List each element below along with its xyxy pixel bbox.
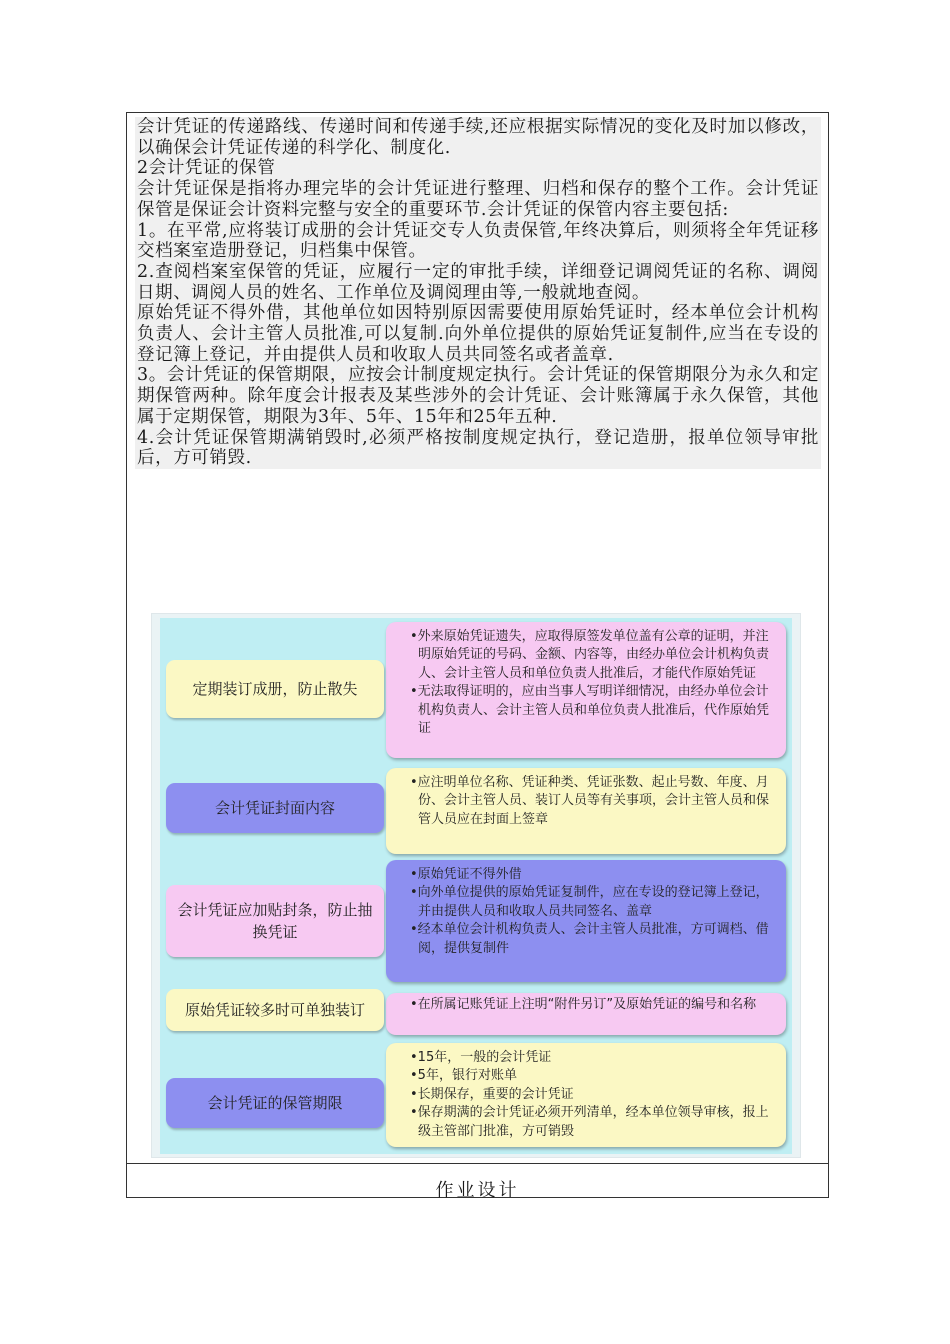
diagram-detail-box <box>386 1043 786 1147</box>
diagram-category-box: 定期装订成册，防止散失 <box>166 660 384 718</box>
paragraph: 会计凭证的传递路线、传递时间和传递手续,还应根据实际情况的变化及时加以修改，以确保会计凭证传递的科学化、制度化. <box>137 117 819 158</box>
diagram-detail-box <box>386 860 786 982</box>
voucher-storage-diagram <box>151 613 801 1158</box>
detail-bullet: •外来原始凭证遗失，应取得原签发单位盖有公章的证明，并注明原始凭证的号码、金额、内容等，由经办单位会计机构负责人、会计主管人员和单位负责人批准后，才能代作原始凭证 <box>410 629 770 681</box>
content-table-cell <box>126 112 829 1201</box>
diagram-detail-box <box>386 768 786 854</box>
detail-bullet: •15年，一般的会计凭证 <box>410 1050 552 1065</box>
diagram-background <box>160 618 792 1154</box>
paragraph: 1。在平常,应将装订成册的会计凭证交专人负责保管,年终决算后，则须将全年凭证移交档案室造册登记，归档集中保管。 <box>137 220 819 262</box>
section-heading: 2会计凭证的保管 <box>137 158 276 179</box>
section-title: 作业设计 <box>435 1180 520 1201</box>
diagram-category-box: 原始凭证较多时可单独装订 <box>166 989 384 1031</box>
diagram-category-box: 会计凭证封面内容 <box>166 783 384 833</box>
text-block <box>135 117 821 469</box>
paragraph: 原始凭证不得外借，其他单位如因特别原因需要使用原始凭证时，经本单位会计机构负责人、会计主管人员批准,可以复制.向外单位提供的原始凭证复制件,应当在专设的登记簿上登记，并由提供人员和收取人员共同签名或者盖章. <box>137 303 819 365</box>
detail-bullet: •向外单位提供的原始凭证复制件，应在专设的登记簿上登记，并由提供人员和收取人员共同签名、盖章 <box>410 885 769 919</box>
diagram-category-box: 会计凭证应加贴封条，防止抽换凭证 <box>166 885 384 957</box>
detail-bullet: •原始凭证不得外借 <box>410 867 522 882</box>
detail-bullet: •无法取得证明的，应由当事人写明详细情况，由经办单位会计机构负责人、会计主管人员和单位负责人批准后，代作原始凭证 <box>410 684 770 737</box>
paragraph: 会计凭证保是指将办理完毕的会计凭证进行整理、归档和保存的整个工作。会计凭证保管是保证会计资料完整与安全的重要环节.会计凭证的保管内容主要包括: <box>137 179 819 220</box>
detail-bullet: •应注明单位名称、凭证种类、凭证张数、起止号数、年度、月份、会计主管人员、装订人员等有关事项，会计主管人员和保管人员应在封面上签章 <box>410 775 770 827</box>
diagram-category-box: 会计凭证的保管期限 <box>166 1078 384 1128</box>
paragraph: 2.查阅档案室保管的凭证，应履行一定的审批手续，详细登记调阅凭证的名称、调阅日期、调阅人员的姓名、工作单位及调阅理由等,一般就地查阅。 <box>137 261 819 303</box>
detail-bullet: •长期保存，重要的会计凭证 <box>410 1086 574 1102</box>
paragraph: 4.会计凭证保管期满销毁时,必须严格按制度规定执行，登记造册，报单位领导审批后，方可销毁. <box>137 427 819 469</box>
detail-bullet: •保存期满的会计凭证必须开列清单，经本单位领导审核，报上级主管部门批准，方可销毁 <box>410 1105 769 1139</box>
diagram-detail-box <box>386 622 786 758</box>
footer-row <box>127 1163 828 1201</box>
detail-bullet: •在所属记账凭证上注明“附件另订”及原始凭证的编号和名称 <box>410 997 757 1012</box>
detail-bullet: •经本单位会计机构负责人、会计主管人员批准，方可调档、借阅，提供复制件 <box>410 922 769 956</box>
detail-bullet: •5年，银行对账单 <box>410 1068 517 1084</box>
diagram-detail-box <box>386 993 786 1035</box>
paragraph: 3。会计凭证的保管期限，应按会计制度规定执行。会计凭证的保管期限分为永久和定期保管两种。除年度会计报表及某些涉外的会计凭证、会计账簿属于永久保管，其他属于定期保管，期限为3年、5年、15年和25年五种. <box>137 365 819 427</box>
